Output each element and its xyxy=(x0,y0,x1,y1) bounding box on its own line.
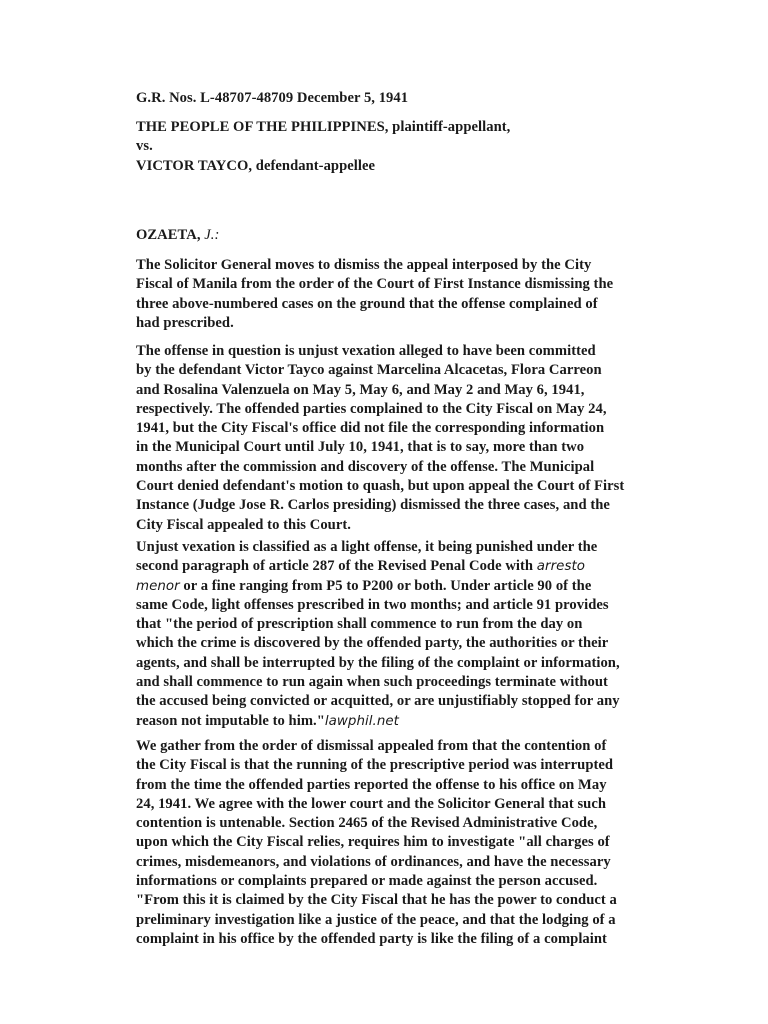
p3-line: Unjust vexation is classified as a light offense, it being punished under the xyxy=(136,539,598,555)
gr-number-line: G.R. Nos. L-48707-48709 December 5, 1941 xyxy=(136,90,409,106)
paragraph-1 xyxy=(136,256,676,333)
p1-line: had prescribed. xyxy=(136,314,234,331)
defendant-line: VICTOR TAYCO, defendant-appellee xyxy=(136,157,376,174)
p4-line: preliminary investigation like a justice of the peace, and that the lodging of a xyxy=(136,911,616,928)
p1-line: three above-numbered cases on the ground that the offense complained of xyxy=(136,295,598,312)
p3-line xyxy=(136,557,676,576)
p4-line: crimes, misdemeanors, and violations of ordinances, and have the necessary xyxy=(136,853,611,870)
p3-line: which the crime is discovered by the offended party, the authorities or their xyxy=(136,635,609,652)
p3-line-text: or a fine ranging from P5 to P200 or both. Under article 90 of the xyxy=(179,577,592,594)
p3-line: that "the period of prescription shall commence to run from the day on xyxy=(136,616,583,633)
source-watermark: lawphil.net xyxy=(324,713,399,729)
plaintiff-line: THE PEOPLE OF THE PHILIPPINES, plaintiff-appellant, xyxy=(136,119,511,135)
p2-line: Court denied defendant's motion to quash, but upon appeal the Court of First xyxy=(136,478,625,495)
author-suffix: J.: xyxy=(204,227,220,243)
italic-term: arresto xyxy=(536,559,586,575)
p1-line: The Solicitor General moves to dismiss the appeal interposed by the City xyxy=(136,257,592,273)
p4-line: upon which the City Fiscal relies, requires him to investigate "all charges of xyxy=(136,834,610,851)
p3-line: the accused being convicted or acquitted, or are unjustifiably stopped for any xyxy=(136,693,620,710)
author-name: OZAETA, xyxy=(136,227,201,243)
p4-line: the City Fiscal is that the running of the prescriptive period was interrupted xyxy=(136,757,614,774)
p3-line-text: reason not imputable to him." xyxy=(136,712,325,729)
p4-line: We gather from the order of dismissal appealed from that the contention of xyxy=(136,738,607,754)
p4-line: complaint in his office by the offended party is like the filing of a complaint xyxy=(136,930,607,947)
p4-line: informations or complaints prepared or made against the person accused. xyxy=(136,873,598,890)
paragraph-3 xyxy=(136,538,676,731)
p2-line: 1941, but the City Fiscal's office did not file the corresponding information xyxy=(136,420,605,437)
p4-line: from the time the offended parties reported the offense to his office on May xyxy=(136,776,607,793)
p3-line xyxy=(136,577,676,596)
p2-line: in the Municipal Court until July 10, 1941, that is to say, more than two xyxy=(136,439,585,456)
p2-line: The offense in question is unjust vexation alleged to have been committed xyxy=(136,343,596,359)
paragraph-2 xyxy=(136,342,676,535)
p2-line: Instance (Judge Jose R. Carlos presiding) dismissed the three cases, and the xyxy=(136,497,610,514)
versus-line: vs. xyxy=(136,138,153,155)
p2-line: respectively. The offended parties complained to the City Fiscal on May 24, xyxy=(136,400,607,417)
p3-line: and shall commence to run again when such proceedings terminate without xyxy=(136,674,608,691)
paragraph-4 xyxy=(136,737,676,949)
p2-line: and Rosalina Valenzuela on May 5, May 6, and May 2 and May 6, 1941, xyxy=(136,381,585,398)
case-header xyxy=(136,89,676,108)
p4-line: 24, 1941. We agree with the lower court and the Solicitor General that such xyxy=(136,795,607,812)
p3-line: agents, and shall be interrupted by the filing of the complaint or information, xyxy=(136,654,620,671)
p1-line: Fiscal of Manila from the order of the Court of First Instance dismissing the xyxy=(136,276,614,293)
p3-line: same Code, light offenses prescribed in two months; and article 91 provides xyxy=(136,596,609,613)
p4-line: "From this it is claimed by the City Fiscal that he has the power to conduct a xyxy=(136,892,617,909)
author-line xyxy=(136,226,676,245)
p2-line: City Fiscal appealed to this Court. xyxy=(136,516,351,533)
p3-line-text: second paragraph of article 287 of the Revised Penal Code with xyxy=(136,558,537,575)
p3-line xyxy=(136,712,676,731)
case-parties xyxy=(136,118,676,176)
italic-term: menor xyxy=(136,578,180,594)
p4-line: contention is untenable. Section 2465 of the Revised Administrative Code, xyxy=(136,815,598,832)
p2-line: by the defendant Victor Tayco against Marcelina Alcacetas, Flora Carreon xyxy=(136,362,602,379)
p2-line: months after the commission and discovery of the offense. The Municipal xyxy=(136,458,595,475)
